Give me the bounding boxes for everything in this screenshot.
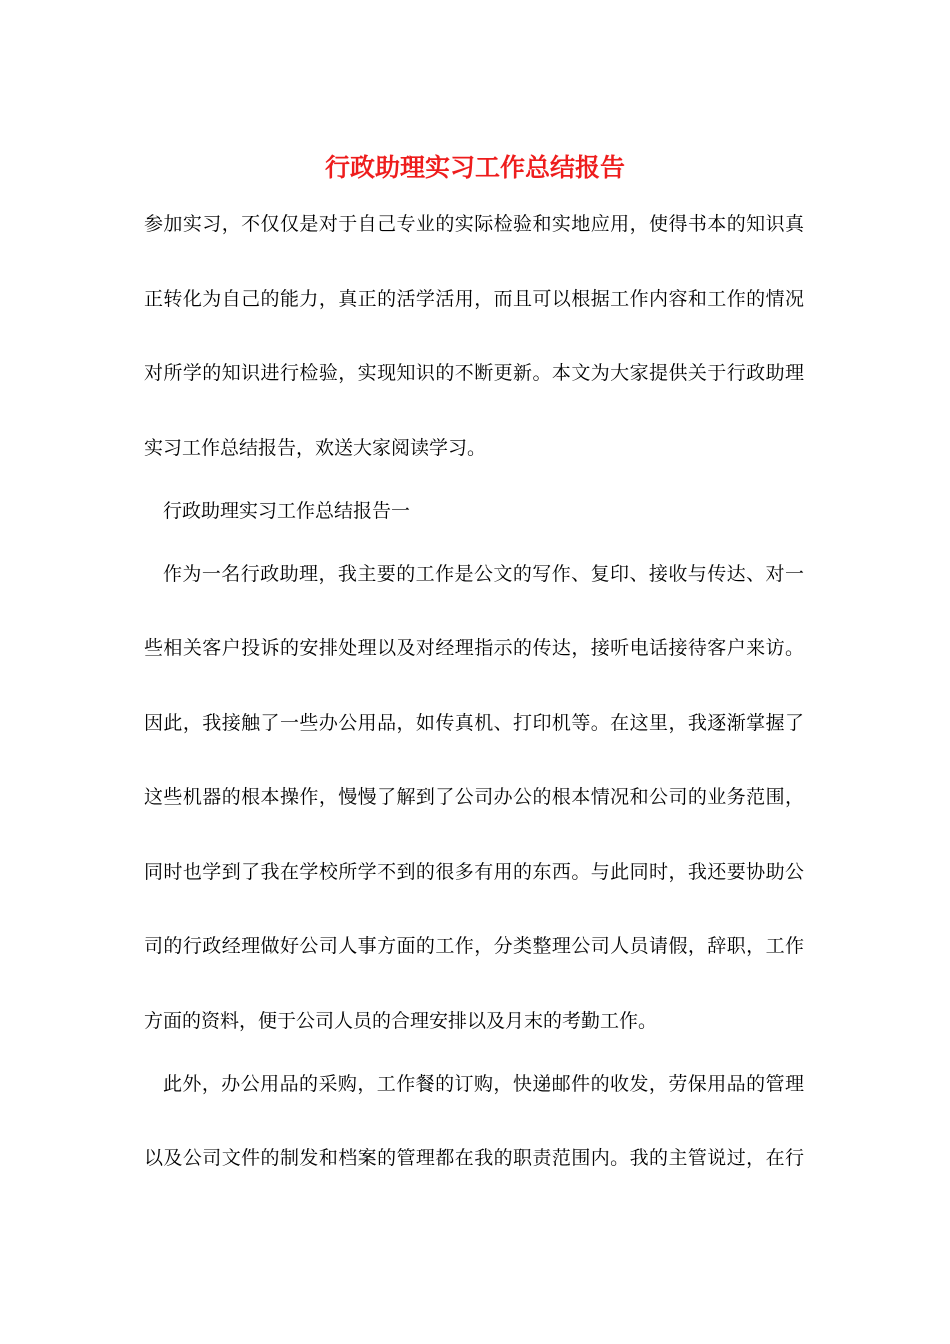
paragraph-line: 作为一名行政助理，我主要的工作是公文的写作、复印、接收与传达、对一: [163, 563, 804, 585]
paragraph-line: 司的行政经理做好公司人事方面的工作，分类整理公司人员请假，辞职，工作: [144, 935, 804, 957]
paragraph-line: 以及公司文件的制发和档案的管理都在我的职责范围内。我的主管说过，在行: [144, 1147, 804, 1169]
paragraph-line: 方面的资料，便于公司人员的合理安排以及月末的考勤工作。: [144, 1010, 658, 1032]
document-title: 行政助理实习工作总结报告: [324, 153, 625, 182]
paragraph-line: 这些机器的根本操作，慢慢了解到了公司办公的根本情况和公司的业务范围，: [144, 786, 804, 808]
paragraph-line: 因此，我接触了一些办公用品，如传真机、打印机等。在这里，我逐渐掌握了: [144, 712, 804, 734]
paragraph-line: 同时也学到了我在学校所学不到的很多有用的东西。与此同时，我还要协助公: [144, 861, 804, 883]
section-heading: 行政助理实习工作总结报告一: [163, 500, 411, 522]
paragraph-line: 正转化为自己的能力，真正的活学活用，而且可以根据工作内容和工作的情况: [144, 288, 804, 310]
paragraph-line: 些相关客户投诉的安排处理以及对经理指示的传达，接听电话接待客户来访。: [144, 637, 804, 659]
paragraph-line: 此外，办公用品的采购，工作餐的订购，快递邮件的收发，劳保用品的管理: [163, 1073, 804, 1095]
paragraph-line: 实习工作总结报告，欢送大家阅读学习。: [144, 437, 487, 459]
paragraph-line: 参加实习，不仅仅是对于自己专业的实际检验和实地应用，使得书本的知识真: [144, 213, 804, 235]
paragraph-line: 对所学的知识进行检验，实现知识的不断更新。本文为大家提供关于行政助理: [144, 362, 804, 384]
